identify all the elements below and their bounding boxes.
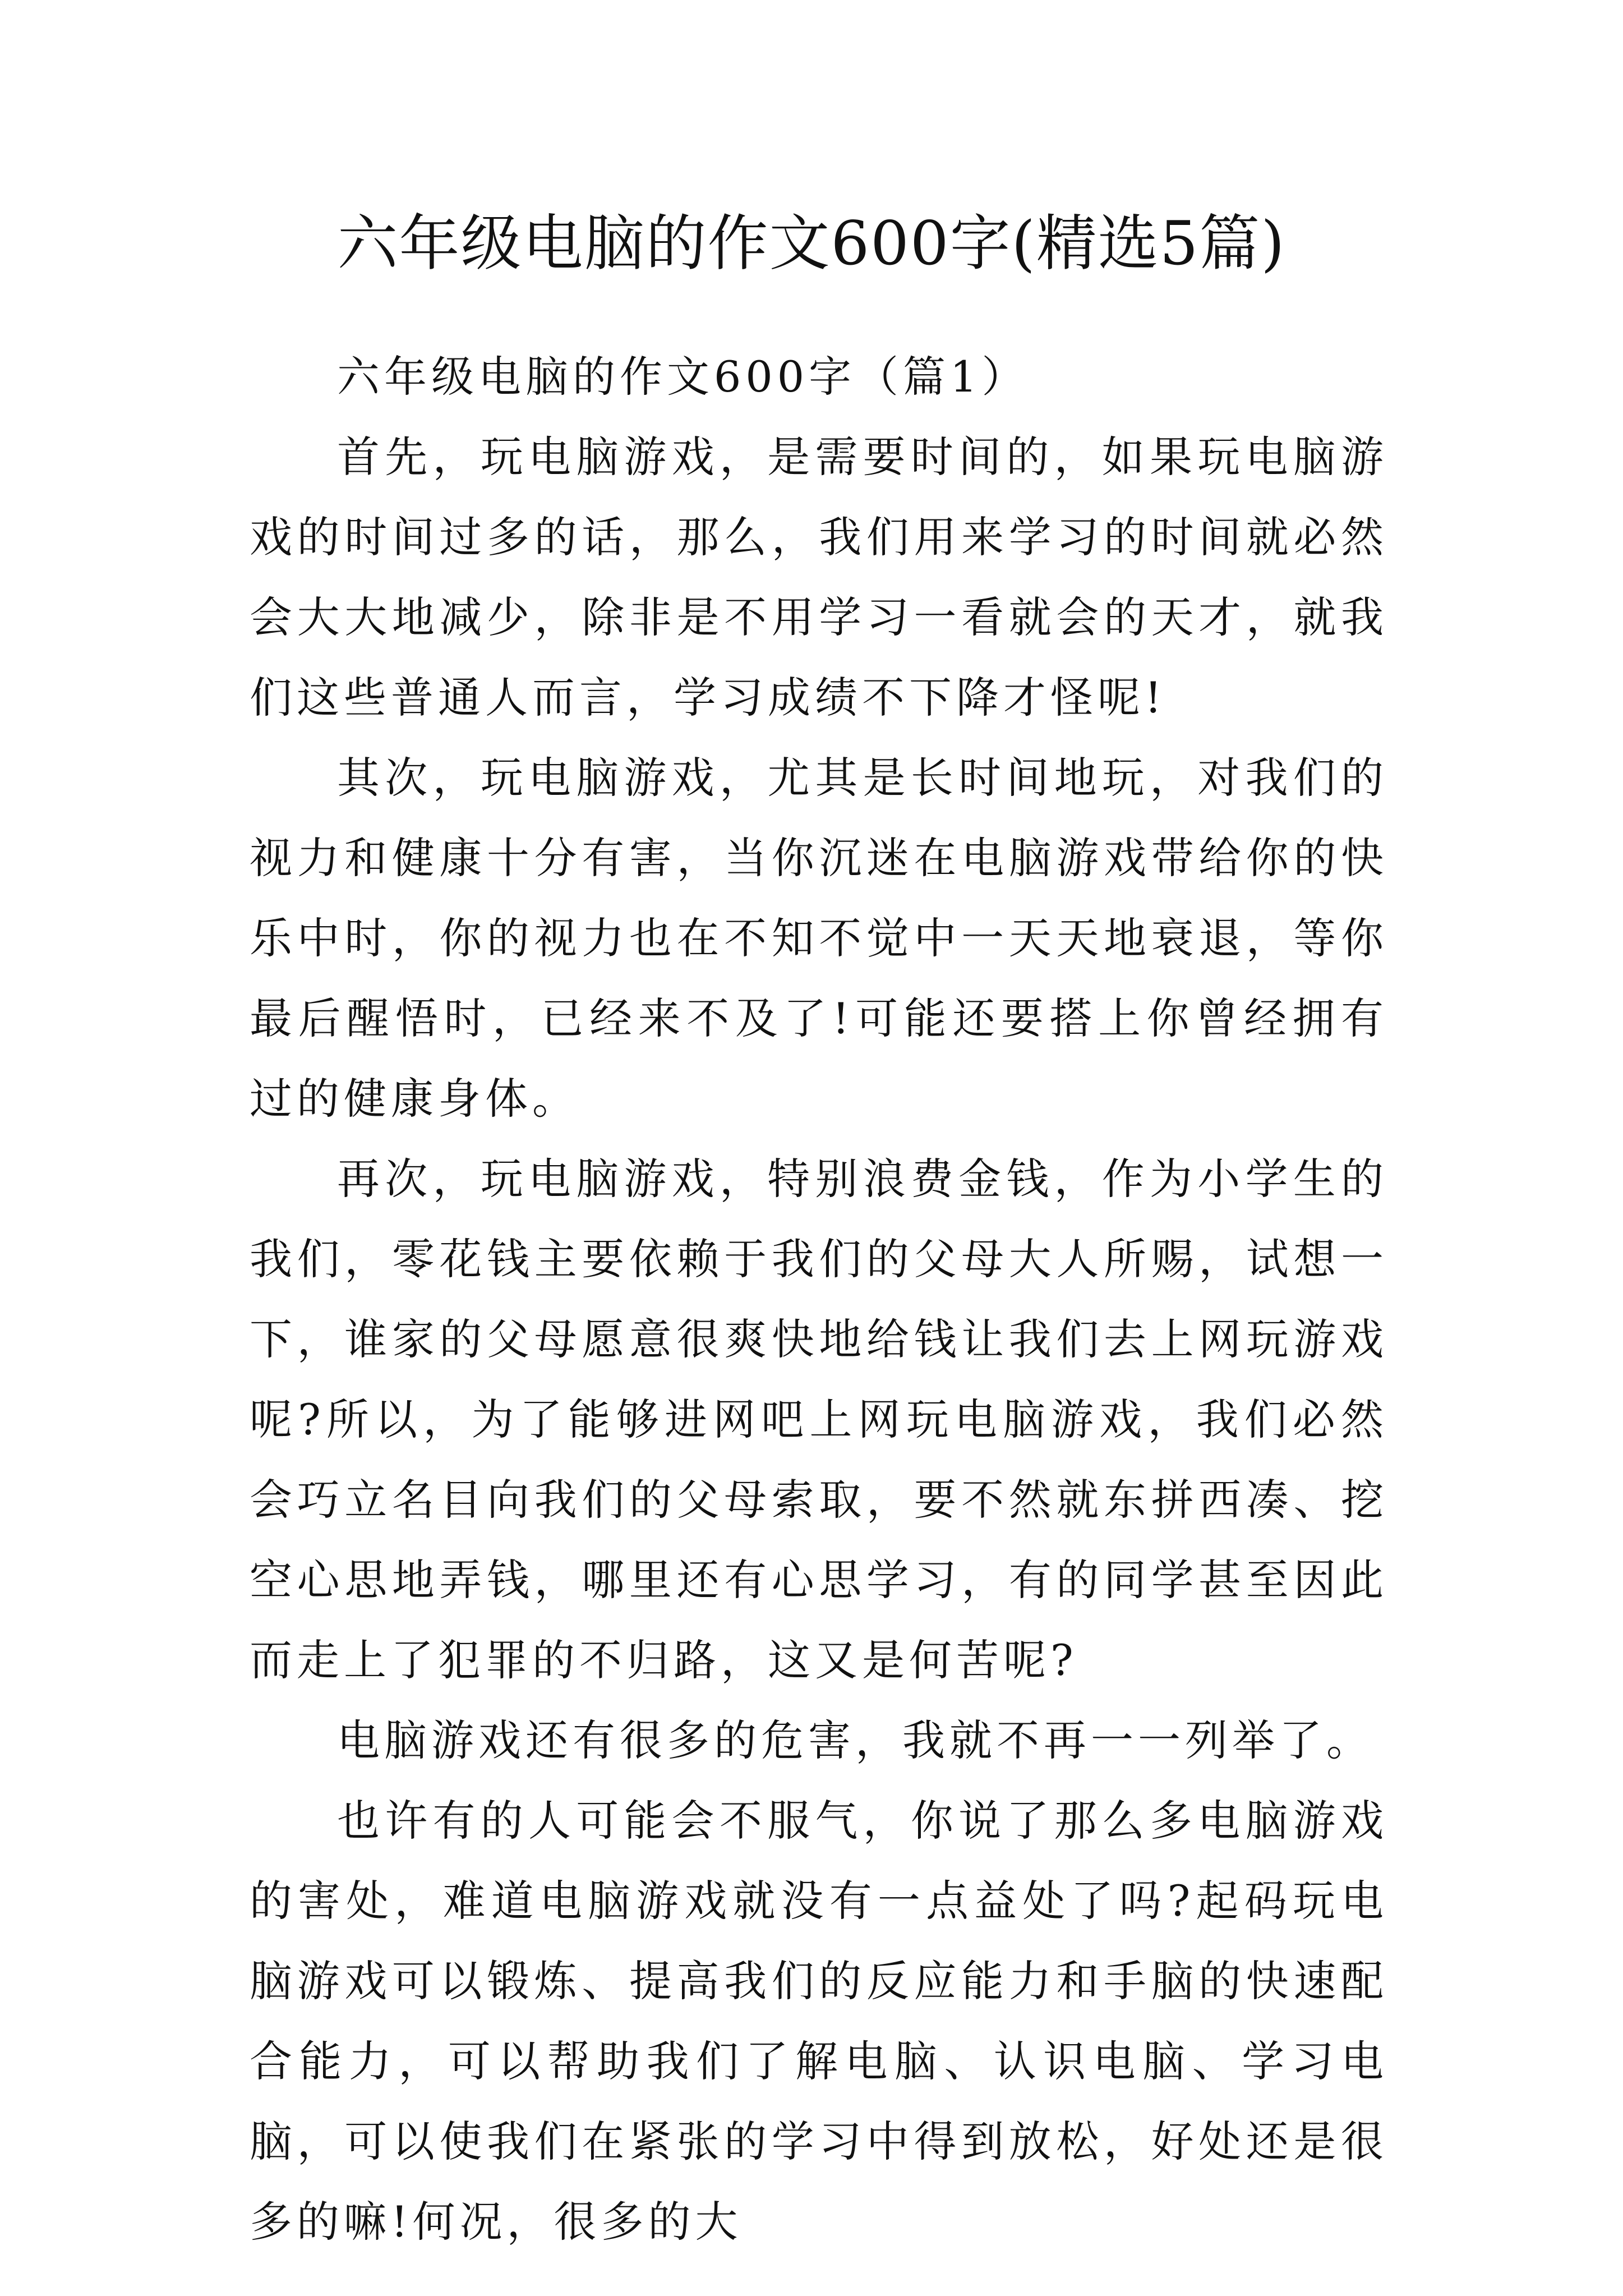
paragraph: 其次，玩电脑游戏，尤其是长时间地玩，对我们的视力和健康十分有害，当你沉迷在电脑游戏带给你的快乐中时，你的视力也在不知不觉中一天天地衰退，等你最后醒悟时，已经来不及了!可能还要搭上你曾经拥有过的健康身体。 — [250, 753, 1388, 1124]
document-title: 六年级电脑的作文600字(精选5篇) — [337, 209, 1286, 279]
paragraph: 首先，玩电脑游戏，是需要时间的，如果玩电脑游戏的时间过多的话，那么，我们用来学习的时间就必然会大大地减少，除非是不用学习一看就会的天才，就我们这些普通人而言，学习成绩不下降才怪呢! — [250, 432, 1388, 723]
paragraph: 电脑游戏还有很多的危害，我就不再一一列举了。 — [337, 1715, 1373, 1765]
paragraph: 也许有的人可能会不服气，你说了那么多电脑游戏的害处，难道电脑游戏就没有一点益处了吗?起码玩电脑游戏可以锻炼、提高我们的反应能力和手脑的快速配合能力，可以帮助我们了解电脑、认识电脑、学习电脑，可以使我们在紧张的学习中得到放松，好处还是很多的嘛!何况，很多的大 — [250, 1796, 1388, 2247]
document-body — [250, 337, 1388, 2262]
paragraph: 再次，玩电脑游戏，特别浪费金钱，作为小学生的我们，零花钱主要依赖于我们的父母大人所赐，试想一下，谁家的父母愿意很爽快地给钱让我们去上网玩游戏呢?所以，为了能够进网吧上网玩电脑游戏，我们必然会巧立名目向我们的父母索取，要不然就东拼西凑、挖空心思地弄钱，哪里还有心思学习，有的同学甚至因此而走上了犯罪的不归路，这又是何苦呢? — [250, 1154, 1388, 1685]
section-heading: 六年级电脑的作文600字（篇1） — [337, 352, 1029, 402]
